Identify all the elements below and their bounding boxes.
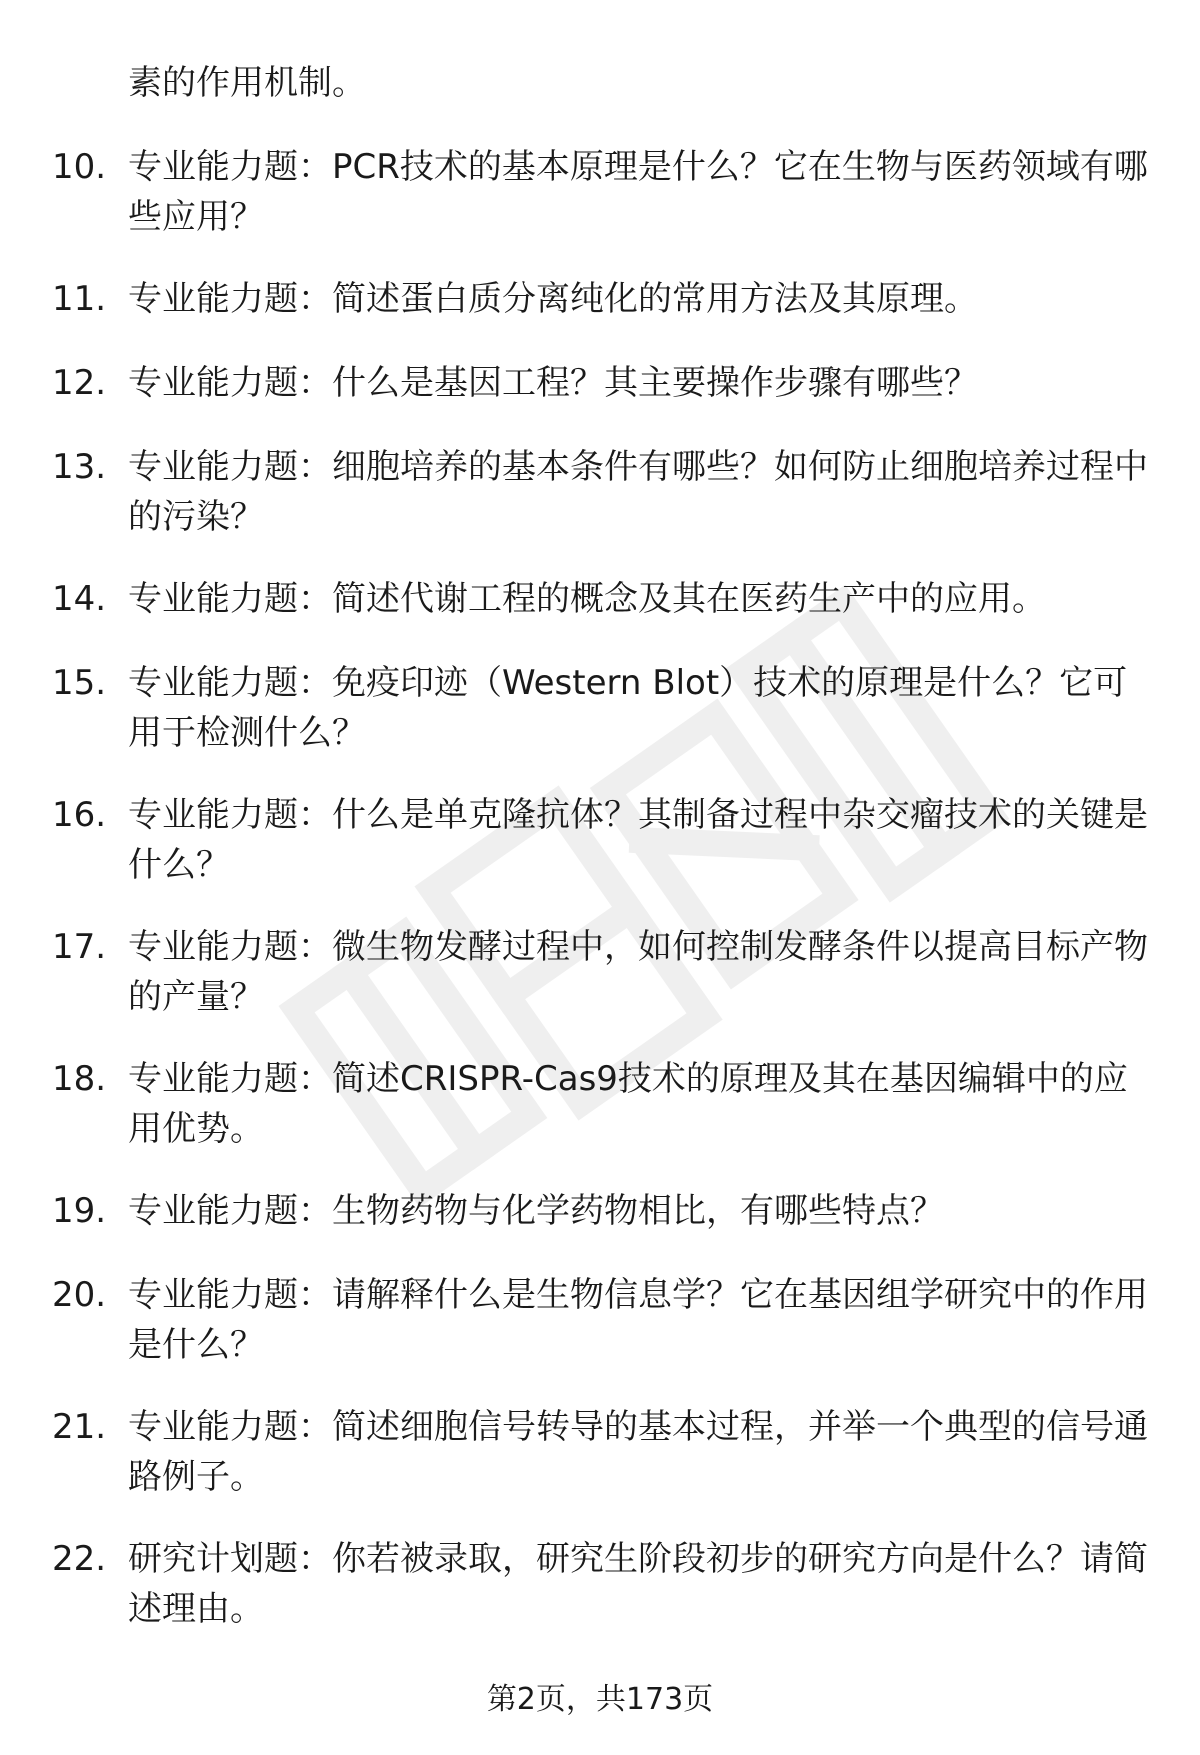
question-item bbox=[52, 274, 1152, 324]
question-item bbox=[52, 658, 1152, 758]
page-footer: 第2页，共173页 bbox=[486, 1682, 714, 1717]
question-item bbox=[52, 442, 1152, 542]
question-item bbox=[52, 574, 1152, 624]
question-text: 专业能力题：PCR技术的基本原理是什么？它在生物与医药领域有哪些应用？ bbox=[128, 147, 1148, 237]
question-number: 19. bbox=[52, 1191, 107, 1231]
question-text: 专业能力题：请解释什么是生物信息学？它在基因组学研究中的作用是什么？ bbox=[128, 1275, 1148, 1365]
question-text: 专业能力题：细胞培养的基本条件有哪些？如何防止细胞培养过程中的污染？ bbox=[128, 447, 1148, 537]
question-number: 18. bbox=[52, 1059, 107, 1099]
question-text: 专业能力题：免疫印迹（Western Blot）技术的原理是什么？它可用于检测什么？ bbox=[128, 663, 1128, 753]
question-text: 专业能力题：简述代谢工程的概念及其在医药生产中的应用。 bbox=[128, 579, 1046, 619]
question-item bbox=[52, 1054, 1152, 1154]
question-item bbox=[52, 1186, 1152, 1236]
question-number: 21. bbox=[52, 1407, 107, 1447]
question-item bbox=[52, 922, 1152, 1022]
question-number: 22. bbox=[52, 1539, 107, 1579]
question-item bbox=[52, 1402, 1152, 1502]
question-number: 11. bbox=[52, 279, 107, 319]
question-number: 12. bbox=[52, 363, 107, 403]
question-item bbox=[52, 1270, 1152, 1370]
question-number: 10. bbox=[52, 147, 107, 187]
question-number: 13. bbox=[52, 447, 107, 487]
question-item bbox=[52, 358, 1152, 408]
question-number: 15. bbox=[52, 663, 107, 703]
question-text: 专业能力题：简述CRISPR-Cas9技术的原理及其在基因编辑中的应用优势。 bbox=[128, 1059, 1128, 1149]
question-item bbox=[52, 790, 1152, 890]
question-number: 16. bbox=[52, 795, 107, 835]
question-number: 17. bbox=[52, 927, 107, 967]
question-text: 专业能力题：什么是单克隆抗体？其制备过程中杂交瘤技术的关键是什么？ bbox=[128, 795, 1148, 885]
question-list bbox=[52, 142, 1152, 1634]
question-text: 专业能力题：简述细胞信号转导的基本过程，并举一个典型的信号通路例子。 bbox=[128, 1407, 1148, 1497]
question-text: 专业能力题：生物药物与化学药物相比，有哪些特点？ bbox=[128, 1191, 944, 1231]
question-text: 研究计划题：你若被录取，研究生阶段初步的研究方向是什么？请简述理由。 bbox=[128, 1539, 1148, 1629]
question-number: 20. bbox=[52, 1275, 107, 1315]
question-item bbox=[52, 1534, 1152, 1634]
question-text: 专业能力题：什么是基因工程？其主要操作步骤有哪些？ bbox=[128, 363, 978, 403]
question-text: 专业能力题：微生物发酵过程中，如何控制发酵条件以提高目标产物的产量？ bbox=[128, 927, 1148, 1017]
carry-over-text: 素的作用机制。 bbox=[128, 63, 366, 103]
question-number: 14. bbox=[52, 579, 107, 619]
question-item bbox=[52, 142, 1152, 242]
question-text: 专业能力题：简述蛋白质分离纯化的常用方法及其原理。 bbox=[128, 279, 978, 319]
